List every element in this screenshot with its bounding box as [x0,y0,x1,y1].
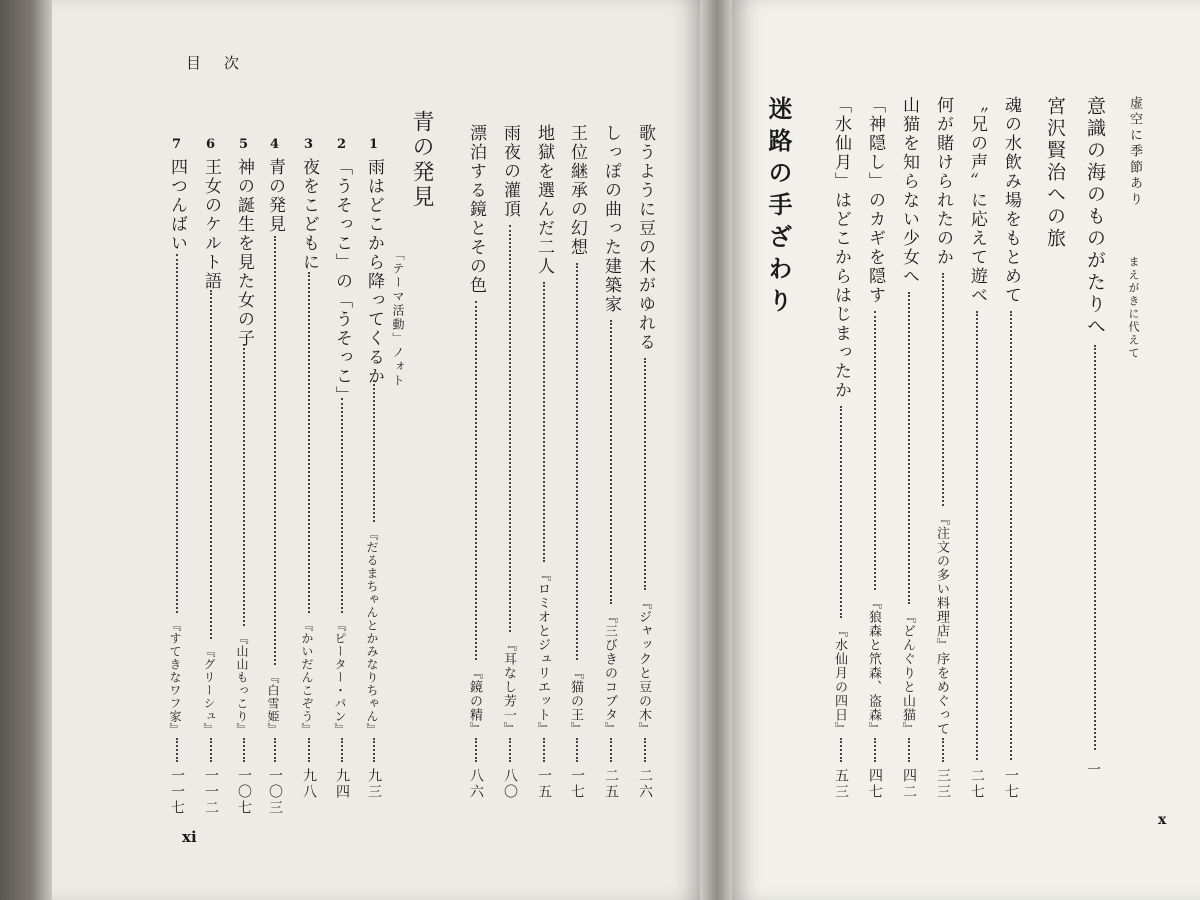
leader-dots [373,380,375,522]
leader-dots [341,398,343,613]
chapter-number: 3 [304,137,314,152]
kenji-entry-title: 「神隠し」のカギを隠す [865,96,885,305]
part1-dots [1094,345,1096,750]
section-title-blue: 青の発見 [409,110,434,210]
essay-work: 『三びきのコブタ』 [602,610,617,736]
page-number-left: xi [182,828,197,846]
section-title-kenji: 宮沢賢治への旅 [1044,96,1066,250]
leader-dots [176,738,178,762]
page-ref: 五三 [833,768,849,800]
page-ref: 一〇三 [267,768,283,816]
page-ref: 一一七 [169,768,185,816]
kenji-entry-title: 「水仙月」はどこからはじまったか [831,96,851,400]
chapter-work: 『グリーシュ』 [202,645,216,736]
page-ref: 一〇七 [236,768,252,816]
leader-dots [274,236,276,665]
chapter-title: 四つんばい [167,158,187,253]
leader-dots [840,406,842,618]
chapter-title: 神の誕生を見た女の子 [234,158,254,348]
page-ref: 八六 [468,768,484,800]
leader-dots [908,292,910,604]
leader-dots [274,738,276,762]
essay-work: 『猫の王』 [568,666,583,736]
essay-title: 地獄を選んだ二人 [534,124,554,276]
book-gutter [700,0,734,900]
kenji-entry-title: 〝兄の声〟に応えて遊べ [967,96,987,305]
leader-dots [373,738,375,762]
chapter-work: 『白雪姫』 [266,671,280,736]
chapter-number: 7 [172,137,182,152]
chapter-title: 青の発見 [265,158,285,234]
leader-dots [509,738,511,762]
leader-dots [840,738,842,762]
leader-dots [942,273,944,506]
leader-dots [543,738,545,762]
chapter-title: 「うそっこ」の「うそっこ」 [332,158,352,405]
essay-title: 雨夜の灌頂 [500,124,520,219]
page-ref: 九三 [366,768,382,800]
leader-dots [341,738,343,762]
leader-dots [243,738,245,762]
chapter-number: 6 [206,137,216,152]
part1-title: 意識の海のものがたりへ [1084,96,1106,338]
leader-dots [644,358,646,590]
book-edge [0,0,52,900]
chapter-number: 4 [270,137,280,152]
kenji-entry-title: 山猫を知らない少女へ [899,96,919,286]
chapter-work: 『かいだんこぞう』 [300,619,314,736]
leader-dots [644,738,646,762]
chapter-title: 雨はどこから降ってくるか [364,158,384,386]
leader-dots [308,738,310,762]
chapter-work: 『ピーター・パン』 [333,619,347,736]
chapter-title: 王女のケルト語 [201,158,221,291]
page-number-right: x [1158,812,1167,828]
chapter-title: 夜をこどもに [299,158,319,272]
leader-dots [176,254,178,613]
leader-dots [210,738,212,762]
leader-dots [509,225,511,632]
chapter-work: 『だるまちゃんとかみなりちゃん』 [365,528,379,736]
leader-dots [543,282,545,562]
leader-dots [576,738,578,762]
essay-work: 『ジャックと豆の木』 [636,596,651,736]
page-ref: 四二 [901,768,917,800]
chapter-work: 『すてきなワフ家』 [168,619,182,736]
leader-dots [610,738,612,762]
part1-page: 一 [1085,762,1101,778]
leader-dots [576,263,578,660]
leader-dots [475,738,477,762]
toc-header: 目 次 [186,54,244,72]
essay-title: しっぽの曲った建築家 [601,124,621,314]
page-ref: 一七 [1003,768,1019,800]
leader-dots [874,311,876,590]
essay-title: 漂泊する鏡とその色 [466,124,486,295]
essay-work: 『ロミオとジュリエット』 [535,568,550,736]
leader-dots [308,272,310,613]
page-ref: 九四 [334,768,350,800]
page-ref: 一一二 [203,768,219,816]
kenji-entry-work: 『注文の多い料理店』序をめぐって [934,512,949,736]
leader-dots [874,738,876,762]
page-ref: 四七 [867,768,883,800]
chapter-work: 『山山もっこり』 [235,632,249,736]
kenji-entry-title: 何が賭けられたのか [933,96,953,267]
kenji-entry-work: 『狼森と笊森、盗森』 [866,596,881,736]
leader-dots [1010,311,1012,760]
leader-dots [610,320,612,604]
chapter-number: 2 [337,137,347,152]
kenji-entry-title: 魂の水飲み場をもとめて [1001,96,1021,305]
section-subtitle: 「テーマ活動」ノォト [391,248,405,388]
page-ref: 九八 [301,768,317,800]
essay-work: 『鏡の精』 [467,666,482,736]
essay-work: 『耳なし芳一』 [501,638,516,736]
page-ref: 二五 [603,768,619,800]
page-ref: 一七 [569,768,585,800]
preface-note: まえがきに代えて [1127,256,1140,360]
leader-dots [210,290,212,639]
page-ref: 二六 [637,768,653,800]
page-ref: 一五 [536,768,552,800]
chapter-number: 1 [369,137,379,152]
essay-title: 歌うように豆の木がゆれる [635,124,655,352]
part2-title: 迷路の手ざわり [764,96,793,320]
chapter-number: 5 [239,137,249,152]
essay-title: 王位継承の幻想 [567,124,587,257]
leader-dots [908,738,910,762]
leader-dots [243,344,245,626]
page-ref: 八〇 [502,768,518,800]
kenji-entry-work: 『どんぐりと山猫』 [900,610,915,736]
kenji-entry-work: 『水仙月の四日』 [832,624,847,736]
leader-dots [976,311,978,760]
leader-dots [942,738,944,762]
leader-dots [475,301,477,660]
page-ref: 三三 [935,768,951,800]
page-ref: 二七 [969,768,985,800]
preface-title: 虚空に季節あり [1127,96,1142,208]
